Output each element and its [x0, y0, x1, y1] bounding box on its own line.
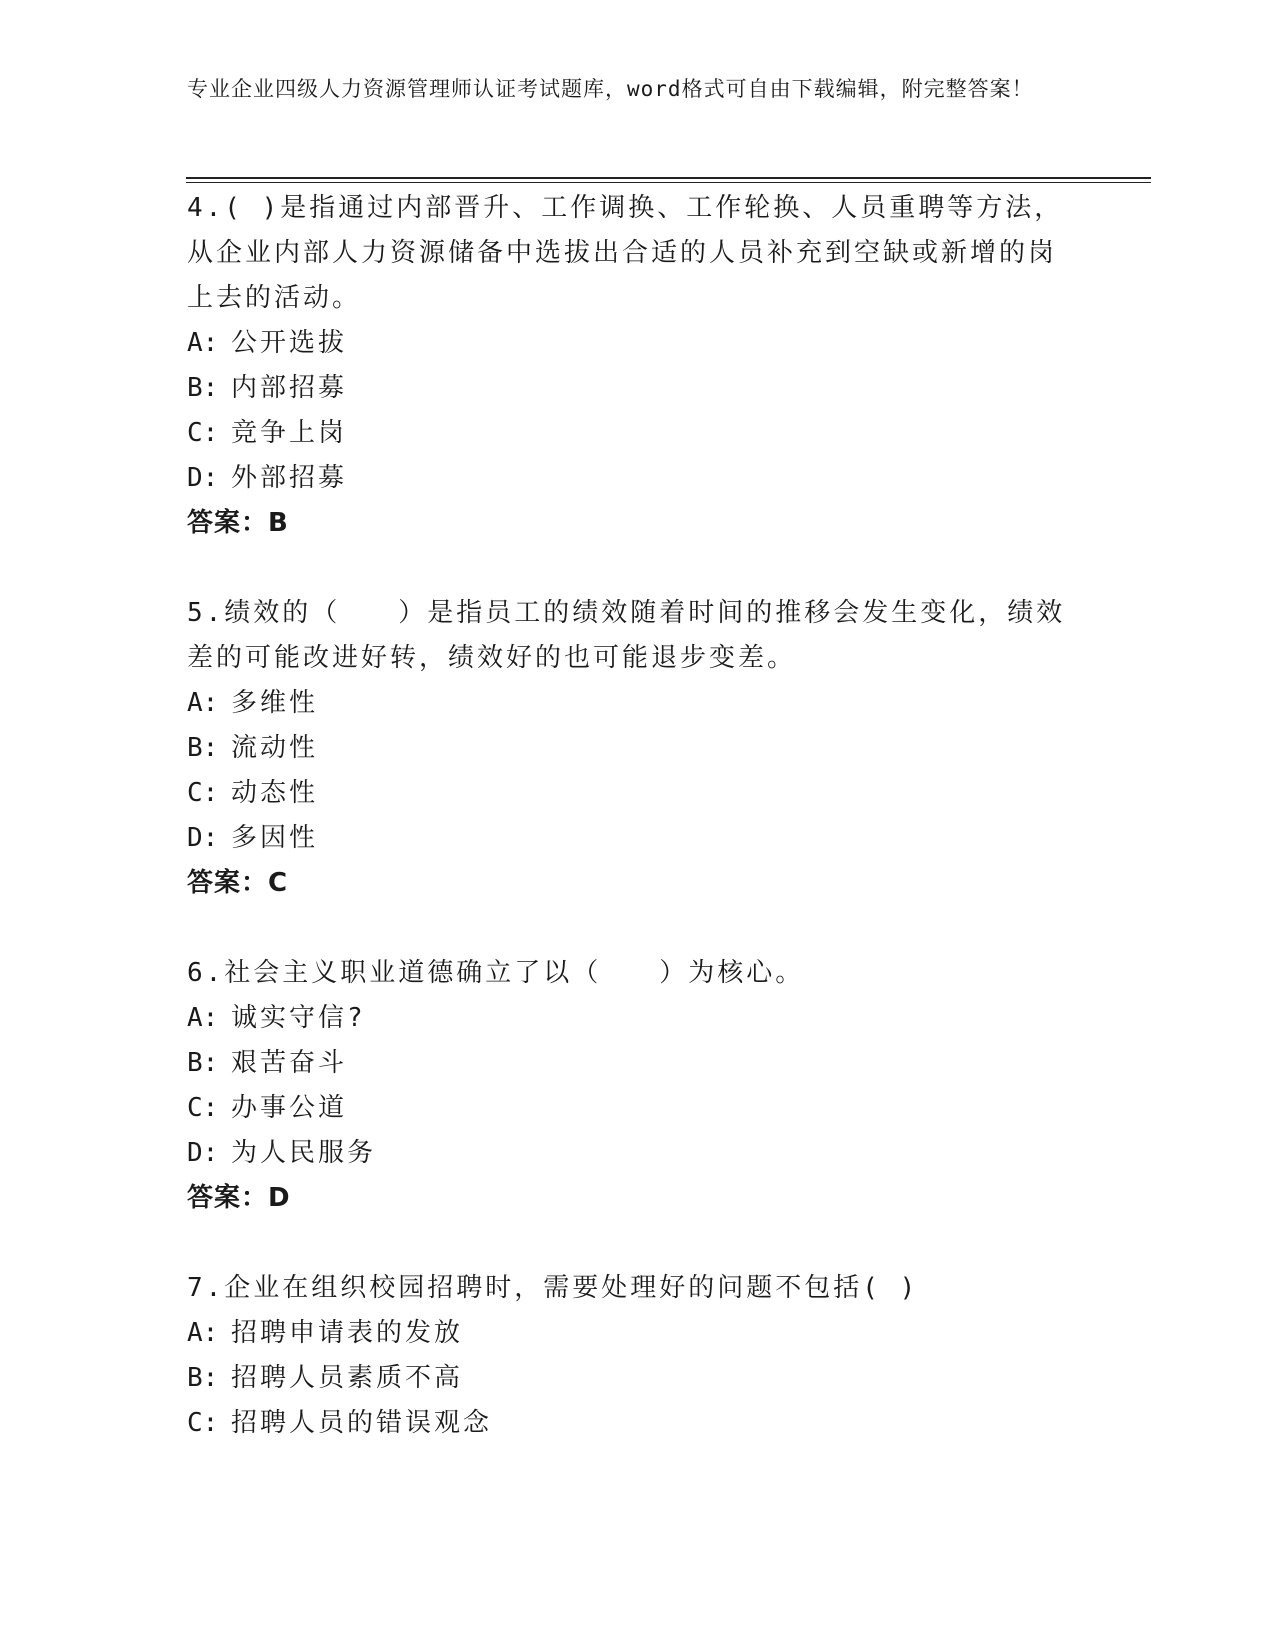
- option-key: B:: [187, 373, 219, 403]
- header-rule-thick: [186, 177, 1151, 179]
- question-stem: 5.绩效的（ ）是指员工的绩效随着时间的推移会发生变化，绩效差的可能改进好转，绩效好的也可能退步变差。: [187, 598, 1066, 673]
- question-block-5: [187, 591, 1077, 906]
- option-d[interactable]: [187, 816, 1077, 861]
- option-b[interactable]: [187, 726, 1077, 771]
- option-c[interactable]: [187, 1401, 1077, 1446]
- option-d[interactable]: [187, 1131, 1077, 1176]
- option-key: C:: [187, 1093, 219, 1123]
- option-text: 多因性: [231, 823, 319, 853]
- option-key: C:: [187, 418, 219, 448]
- option-c[interactable]: [187, 1086, 1077, 1131]
- option-key: A:: [187, 328, 219, 358]
- option-c[interactable]: [187, 411, 1077, 456]
- option-text: 办事公道: [231, 1093, 348, 1123]
- question-stem: 4.( )是指通过内部晋升、工作调换、工作轮换、人员重聘等方法，从企业内部人力资源储备中选拔出合适的人员补充到空缺或新增的岗上去的活动。: [187, 193, 1064, 313]
- answer-line: 答案：B: [187, 508, 289, 538]
- question-block-4: [187, 186, 1077, 546]
- option-text: 诚实守信?: [231, 1003, 366, 1033]
- option-key: D:: [187, 463, 219, 493]
- option-key: C:: [187, 778, 219, 808]
- option-a[interactable]: [187, 996, 1077, 1041]
- question-list: [187, 186, 1077, 1491]
- option-text: 招聘人员素质不高: [231, 1363, 464, 1393]
- option-b[interactable]: [187, 1041, 1077, 1086]
- option-text: 招聘申请表的发放: [231, 1318, 464, 1348]
- option-key: A:: [187, 1003, 219, 1033]
- option-a[interactable]: [187, 681, 1077, 726]
- answer-line: 答案：D: [187, 1183, 291, 1213]
- option-text: 艰苦奋斗: [231, 1048, 348, 1078]
- option-text: 招聘人员的错误观念: [231, 1408, 493, 1438]
- question-stem: 6.社会主义职业道德确立了以（ ）为核心。: [187, 958, 805, 988]
- option-text: 公开选拔: [231, 328, 348, 358]
- option-key: B:: [187, 733, 219, 763]
- option-text: 竞争上岗: [231, 418, 348, 448]
- option-text: 外部招募: [231, 463, 348, 493]
- option-key: C:: [187, 1408, 219, 1438]
- question-block-7: [187, 1266, 1077, 1446]
- option-b[interactable]: [187, 366, 1077, 411]
- option-text: 多维性: [231, 688, 319, 718]
- option-key: D:: [187, 823, 219, 853]
- header-rule-thin: [186, 182, 1151, 183]
- answer-line: 答案：C: [187, 868, 289, 898]
- option-text: 为人民服务: [231, 1138, 377, 1168]
- option-text: 流动性: [231, 733, 319, 763]
- question-stem: 7.企业在组织校园招聘时，需要处理好的问题不包括( ): [187, 1273, 919, 1303]
- option-d[interactable]: [187, 456, 1077, 501]
- option-a[interactable]: [187, 1311, 1077, 1356]
- option-text: 内部招募: [231, 373, 348, 403]
- document-header-note: 专业企业四级人力资源管理师认证考试题库，word格式可自由下载编辑，附完整答案！: [187, 77, 1034, 101]
- option-text: 动态性: [231, 778, 319, 808]
- option-key: A:: [187, 1318, 219, 1348]
- option-key: A:: [187, 688, 219, 718]
- option-b[interactable]: [187, 1356, 1077, 1401]
- option-c[interactable]: [187, 771, 1077, 816]
- option-key: B:: [187, 1048, 219, 1078]
- option-a[interactable]: [187, 321, 1077, 366]
- option-key: D:: [187, 1138, 219, 1168]
- option-key: B:: [187, 1363, 219, 1393]
- question-block-6: [187, 951, 1077, 1221]
